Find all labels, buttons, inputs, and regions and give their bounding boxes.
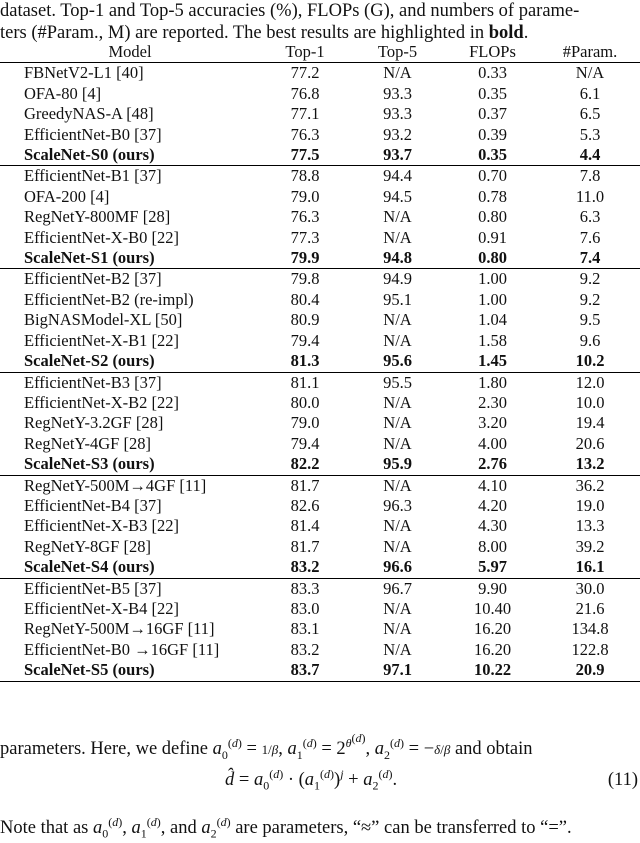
cell-model: ScaleNet-S4 (ours) bbox=[0, 557, 260, 578]
cell-params: 7.8 bbox=[579, 166, 601, 186]
cell-flops: 16.20 bbox=[473, 619, 512, 639]
cell-top5: N/A bbox=[383, 227, 412, 247]
table-row-ours bbox=[0, 454, 640, 475]
cell-model: OFA-80 [4] bbox=[24, 83, 102, 103]
caption-bold-word: bold bbox=[488, 23, 524, 43]
cell-flops: 1.00 bbox=[478, 289, 507, 309]
cell-params: 6.1 bbox=[579, 83, 601, 103]
cell-params: 10.2 bbox=[540, 351, 640, 372]
cell-model: EfficientNet-B2 [37] bbox=[24, 269, 162, 289]
cell-model: EfficientNet-X-B2 [22] bbox=[24, 392, 180, 412]
cell-model: EfficientNet-B0 [37] bbox=[24, 124, 162, 144]
cell-flops: 1.80 bbox=[478, 372, 507, 392]
table-row bbox=[0, 104, 640, 124]
paragraph-note: Note that as $a_0^{(d)}$, $a_1^{(d)}$, and $a_2^{(d)}$ are parameters, “≈” can be transferred to “=”. bbox=[0, 814, 572, 841]
cell-top5: N/A bbox=[383, 392, 412, 412]
cell-model: EfficientNet-X-B0 [22] bbox=[24, 227, 180, 247]
cell-flops: 4.30 bbox=[478, 516, 507, 536]
table-header-row bbox=[0, 42, 640, 63]
table-row bbox=[0, 619, 640, 639]
cell-flops: 1.58 bbox=[478, 330, 507, 350]
cell-params: 9.2 bbox=[579, 269, 601, 289]
table-row-ours bbox=[0, 351, 640, 372]
cell-top5: 94.4 bbox=[383, 166, 412, 186]
table-row bbox=[0, 475, 640, 496]
table-row bbox=[0, 84, 640, 104]
cell-params: 122.8 bbox=[571, 639, 609, 659]
cell-flops: 10.22 bbox=[445, 660, 540, 681]
cell-flops: 5.97 bbox=[445, 557, 540, 578]
equation-number: (11) bbox=[607, 770, 638, 790]
cell-flops: 0.37 bbox=[478, 104, 507, 124]
cell-top1: 83.3 bbox=[290, 578, 320, 598]
cell-flops: 1.45 bbox=[445, 351, 540, 372]
cell-params: N/A bbox=[575, 63, 605, 83]
cell-flops: 16.20 bbox=[473, 639, 512, 659]
header-params: #Param. bbox=[540, 42, 640, 63]
equation-body: d̂ = $a_0^{(d)} \cdot (a_1^{(d)})^j + a_2^{(d)}$. bbox=[225, 766, 398, 793]
cell-top1: 77.5 bbox=[260, 145, 350, 166]
cell-params: 13.2 bbox=[540, 454, 640, 475]
table-row bbox=[0, 640, 640, 660]
cell-top1: 79.9 bbox=[260, 248, 350, 269]
cell-model: RegNetY-500M→16GF [11] bbox=[24, 619, 215, 639]
cell-params: 19.4 bbox=[575, 413, 605, 433]
cell-flops: 0.35 bbox=[445, 145, 540, 166]
cell-top5: 94.5 bbox=[383, 186, 412, 206]
cell-flops: 0.33 bbox=[478, 63, 507, 83]
cell-flops: 0.91 bbox=[478, 227, 507, 247]
cell-params: 10.0 bbox=[575, 392, 605, 412]
table-row bbox=[0, 63, 640, 84]
table-row bbox=[0, 228, 640, 248]
cell-model: EfficientNet-X-B4 [22] bbox=[24, 598, 180, 618]
cell-flops: 0.80 bbox=[445, 248, 540, 269]
table-row-ours bbox=[0, 557, 640, 578]
table-row bbox=[0, 516, 640, 536]
cell-flops: 0.35 bbox=[478, 83, 507, 103]
cell-model: EfficientNet-X-B1 [22] bbox=[24, 330, 180, 350]
cell-top1: 81.3 bbox=[260, 351, 350, 372]
cell-params: 9.5 bbox=[579, 310, 601, 330]
cell-top5: N/A bbox=[383, 619, 412, 639]
cell-top1: 82.6 bbox=[290, 495, 320, 515]
cell-top1: 81.7 bbox=[290, 475, 320, 495]
cell-top5: 95.1 bbox=[383, 289, 412, 309]
cell-top1: 79.4 bbox=[290, 330, 320, 350]
table-row bbox=[0, 331, 640, 351]
cell-model: BigNASModel-XL [50] bbox=[24, 310, 183, 330]
cell-top5: N/A bbox=[383, 207, 412, 227]
cell-top5: 96.6 bbox=[350, 557, 445, 578]
cell-flops: 2.30 bbox=[478, 392, 507, 412]
cell-model: EfficientNet-B5 [37] bbox=[24, 578, 162, 598]
cell-top5: N/A bbox=[383, 598, 412, 618]
cell-params: 6.3 bbox=[579, 207, 601, 227]
table-row bbox=[0, 166, 640, 187]
cell-flops: 2.76 bbox=[445, 454, 540, 475]
table-body bbox=[0, 63, 640, 681]
cell-top1: 79.8 bbox=[290, 269, 320, 289]
cell-model: RegNetY-500M→4GF [11] bbox=[24, 475, 207, 495]
cell-params: 13.3 bbox=[575, 516, 605, 536]
cell-model: EfficientNet-B4 [37] bbox=[24, 495, 162, 515]
cell-params: 7.4 bbox=[540, 248, 640, 269]
cell-flops: 1.00 bbox=[478, 269, 507, 289]
cell-top1: 78.8 bbox=[290, 166, 320, 186]
cell-top1: 79.0 bbox=[290, 413, 320, 433]
cell-top5: 95.9 bbox=[350, 454, 445, 475]
table-row bbox=[0, 207, 640, 227]
caption-line-2: ters (#Param., M) are reported. The best results are highlighted in bold. bbox=[0, 23, 529, 43]
cell-top5: 95.5 bbox=[383, 372, 412, 392]
cell-top5: N/A bbox=[383, 330, 412, 350]
cell-top5: N/A bbox=[383, 433, 412, 453]
cell-model: EfficientNet-B0 →16GF [11] bbox=[24, 639, 220, 659]
table-row bbox=[0, 187, 640, 207]
cell-params: 19.0 bbox=[575, 495, 605, 515]
caption-line-1: dataset. Top-1 and Top-5 accuracies (%), FLOPs (G), and numbers of parame- bbox=[0, 1, 580, 21]
cell-model: GreedyNAS-A [48] bbox=[24, 104, 154, 124]
table-row bbox=[0, 413, 640, 433]
cell-top1: 81.7 bbox=[290, 536, 320, 556]
cell-params: 9.2 bbox=[579, 289, 601, 309]
cell-params: 7.6 bbox=[579, 227, 601, 247]
cell-flops: 1.04 bbox=[478, 310, 507, 330]
cell-top1: 76.8 bbox=[290, 83, 320, 103]
results-table bbox=[0, 42, 640, 682]
cell-flops: 4.10 bbox=[478, 475, 507, 495]
cell-top1: 83.0 bbox=[290, 598, 320, 618]
cell-top1: 79.0 bbox=[290, 186, 320, 206]
cell-top5: N/A bbox=[383, 536, 412, 556]
cell-flops: 4.00 bbox=[478, 433, 507, 453]
cell-params: 6.5 bbox=[579, 104, 601, 124]
cell-top1: 79.4 bbox=[290, 433, 320, 453]
cell-model: EfficientNet-B1 [37] bbox=[24, 166, 162, 186]
cell-model: RegNetY-800MF [28] bbox=[24, 207, 171, 227]
cell-top1: 83.1 bbox=[290, 619, 320, 639]
cell-top5: N/A bbox=[383, 310, 412, 330]
table-row-ours bbox=[0, 660, 640, 681]
cell-top5: 94.9 bbox=[383, 269, 412, 289]
cell-model: FBNetV2-L1 [40] bbox=[24, 63, 144, 83]
cell-model: RegNetY-8GF [28] bbox=[24, 536, 151, 556]
cell-top1: 83.2 bbox=[290, 639, 320, 659]
table-row bbox=[0, 578, 640, 599]
cell-params: 39.2 bbox=[575, 536, 605, 556]
table-caption bbox=[0, 0, 640, 44]
cell-top1: 80.4 bbox=[290, 289, 320, 309]
cell-params: 11.0 bbox=[575, 186, 605, 206]
table-row bbox=[0, 496, 640, 516]
cell-flops: 10.40 bbox=[473, 598, 512, 618]
cell-params: 30.0 bbox=[575, 578, 605, 598]
equation-11 bbox=[0, 766, 640, 800]
cell-model: OFA-200 [4] bbox=[24, 186, 110, 206]
table-row bbox=[0, 310, 640, 330]
table-row bbox=[0, 372, 640, 393]
cell-top1: 77.3 bbox=[290, 227, 320, 247]
cell-model: EfficientNet-B2 (re-impl) bbox=[24, 289, 194, 309]
cell-top5: 95.6 bbox=[350, 351, 445, 372]
cell-top5: 93.7 bbox=[350, 145, 445, 166]
cell-top1: 81.4 bbox=[290, 516, 320, 536]
table-row bbox=[0, 537, 640, 557]
cell-params: 134.8 bbox=[571, 619, 609, 639]
cell-top5: 93.3 bbox=[383, 104, 412, 124]
cell-flops: 0.78 bbox=[478, 186, 507, 206]
cell-model: ScaleNet-S3 (ours) bbox=[0, 454, 260, 475]
cell-top1: 80.9 bbox=[290, 310, 320, 330]
cell-params: 12.0 bbox=[575, 372, 605, 392]
cell-model: ScaleNet-S1 (ours) bbox=[0, 248, 260, 269]
cell-top5: N/A bbox=[383, 516, 412, 536]
cell-params: 21.6 bbox=[575, 598, 605, 618]
cell-params: 5.3 bbox=[579, 124, 601, 144]
table-row bbox=[0, 434, 640, 454]
cell-top5: 94.8 bbox=[350, 248, 445, 269]
cell-top5: 96.7 bbox=[383, 578, 412, 598]
cell-top1: 82.2 bbox=[260, 454, 350, 475]
cell-flops: 0.80 bbox=[478, 207, 507, 227]
table-row bbox=[0, 599, 640, 619]
cell-top1: 76.3 bbox=[290, 207, 320, 227]
table-row bbox=[0, 269, 640, 290]
cell-params: 20.9 bbox=[540, 660, 640, 681]
paragraph-define: parameters. Here, we define $a_0^{(d)} = 1/\beta$, $a_1^{(d)} = 2^{\theta^{(d)}}$, $a_2^{(d)} = -\delta/\beta$ and obtain bbox=[0, 731, 533, 762]
table-row bbox=[0, 393, 640, 413]
cell-top1: 77.1 bbox=[290, 104, 320, 124]
cell-model: RegNetY-3.2GF [28] bbox=[24, 413, 164, 433]
cell-params: 16.1 bbox=[540, 557, 640, 578]
cell-top1: 83.2 bbox=[260, 557, 350, 578]
header-model: Model bbox=[0, 42, 260, 63]
cell-top5: N/A bbox=[383, 475, 412, 495]
cell-top1: 76.3 bbox=[290, 124, 320, 144]
cell-flops: 8.00 bbox=[478, 536, 507, 556]
cell-top5: N/A bbox=[383, 63, 412, 83]
cell-model: EfficientNet-B3 [37] bbox=[24, 372, 162, 392]
cell-flops: 9.90 bbox=[478, 578, 507, 598]
cell-params: 20.6 bbox=[575, 433, 605, 453]
cell-top5: 96.3 bbox=[383, 495, 412, 515]
cell-params: 9.6 bbox=[579, 330, 601, 350]
cell-model: ScaleNet-S0 (ours) bbox=[0, 145, 260, 166]
cell-top1: 81.1 bbox=[290, 372, 320, 392]
cell-params: 4.4 bbox=[540, 145, 640, 166]
cell-top1: 80.0 bbox=[290, 392, 320, 412]
table-row bbox=[0, 290, 640, 310]
header-flops: FLOPs bbox=[445, 42, 540, 63]
cell-flops: 3.20 bbox=[478, 413, 507, 433]
table-row-ours bbox=[0, 248, 640, 269]
cell-top5: N/A bbox=[383, 413, 412, 433]
table-row-ours bbox=[0, 145, 640, 166]
cell-model: EfficientNet-X-B3 [22] bbox=[24, 516, 180, 536]
cell-model: RegNetY-4GF [28] bbox=[24, 433, 151, 453]
cell-flops: 0.70 bbox=[478, 166, 507, 186]
header-top5: Top-5 bbox=[350, 42, 445, 63]
cell-model: ScaleNet-S2 (ours) bbox=[0, 351, 260, 372]
cell-params: 36.2 bbox=[575, 475, 605, 495]
table-row bbox=[0, 125, 640, 145]
cell-flops: 4.20 bbox=[478, 495, 507, 515]
cell-top5: N/A bbox=[383, 639, 412, 659]
cell-flops: 0.39 bbox=[478, 124, 507, 144]
cell-top1: 83.7 bbox=[260, 660, 350, 681]
cell-top5: 93.3 bbox=[383, 83, 412, 103]
cell-top5: 97.1 bbox=[350, 660, 445, 681]
cell-top5: 93.2 bbox=[383, 124, 412, 144]
header-top1: Top-1 bbox=[260, 42, 350, 63]
cell-model: ScaleNet-S5 (ours) bbox=[0, 660, 260, 681]
cell-top1: 77.2 bbox=[290, 63, 320, 83]
